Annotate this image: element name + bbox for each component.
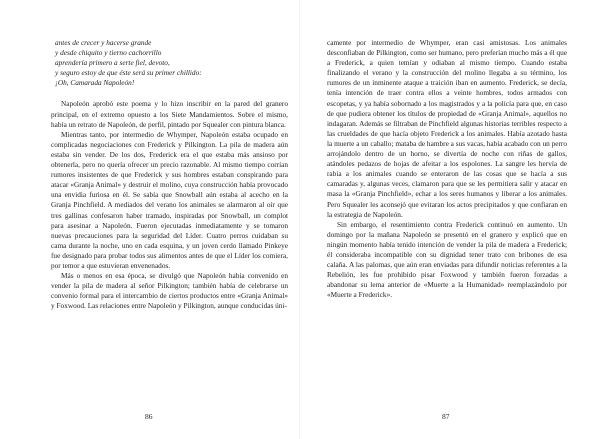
poem-line: y seguro estoy de que éste será su primer chillido: [55, 68, 202, 78]
right-text-column [327, 38, 567, 300]
paragraph: Napoleón aprobó este poema y lo hizo inscribir en la pared del granero principal, en el extremo opuesto a los Siete Mandamientos. Sobre el mismo, había un retrato de Napoleón, de perfil, pintado por Squealer con pintura blanca. [51, 99, 288, 129]
poem-line: antes de crecer y hacerse grande [55, 38, 152, 47]
paragraph: Más o menos en esa época, se divulgó que Napoleón había convenido en vender la pila de madera al señor Pilkington; también había de celebrarse un convenio formal para el intercambio de ciertos productos entre «Granja Animal» y Foxwood. Las relaciones entre Napoleón y Pilkington, aunque conducidas úni- [51, 271, 288, 311]
poem-stanza [55, 38, 288, 88]
poem-line: aprendería primero a serte fiel, devoto, [55, 58, 170, 68]
poem-line: ¡Oh, Camarada Napoleón! [55, 78, 135, 88]
poem-line: y desde chiquito y tierno cachorrillo [55, 48, 162, 58]
left-text-column [51, 38, 288, 311]
page-number: 87 [442, 412, 450, 421]
paragraph: camente por intermedio de Whymper, eran casi amistosas. Los animales desconfiaban de Pilkington, como ser humano, pero preferían mucho más a él que a Frederick, a quien temían y odiaban al mismo tiempo. Cuando estaba finalizando el verano y la construcción del molino llegaba a su término, los rumores de un inminente ataque a traición iban en aumento. Frederick, se decía, tenía intención de traer contra ellos a veinte hombres, todos armados con escopetas, y ya había sobornado a los magistrados y a la policía para que, en caso de que pudiera obtener los títulos de propiedad de «Granja Animal», aquellos no indagaran. Además se filtraban de Pinchfield algunas historias terribles respecto a las crueldades de que hacía objeto Frederick a los animales. Había azotado hasta la muerte a un caballo; mataba de hambre a sus vacas, había acabado con un perro arrojándolo dentro de un horno, se divertía de noche con riñas de gallos, atándoles pedazos de hojas de afeitar a los espolones. La sangre les hervía de rabia a los animales cuando se enteraron de las cosas que se hacía a sus camaradas y, algunas veces, clamaron para que se les permitiera salir y atacar en masa la «Granja Pinchfield», echar a los seres humanos y liberar a los animales. Pero Squealer les aconsejó que evitaran los actos precipitados y que confiaran en la estrategia de Napoleón. [327, 38, 567, 219]
paragraph: Mientras tanto, por intermedio de Whymper, Napoleón estaba ocupado en complicadas negociaciones con Frederick y Pilkington. La pila de madera aún estaba sin vender. De los dos, Frederick era el que estaba más ansioso por obtenerla, pero no quería ofrecer un precio razonable. Al mismo tiempo corrían rumores insistentes de que Frederick y sus hombres estaban conspirando para atacar «Granja Animal» y destruir el molino, cuya construcción había provocado una envidia furiosa en él. Se sabía que Snowball aún estaba al acecho en la Granja Pinchfield. A mediados del verano los animales se alarmaron al oír que tres gallinas confesaron haber tramado, inspiradas por Snowball, un complot para asesinar a Napoleón. Fueron ejecutadas inmediatamente y se tomaron nuevas precauciones para la seguridad del Líder. Cuatro perros cuidaban su cama durante la noche, uno en cada esquina, y un joven cerdo llamado Pinkeye fue designado para probar todos sus alimentos antes de que el Líder los comiera, por temor a que estuvieran envenenados. [51, 129, 288, 270]
paragraph: Sin embargo, el resentimiento contra Frederick continuó en aumento. Un domingo por la mañana Napoleón se presentó en el granero y explicó que en ningún momento había tenido intención de vender la pila de madera a Frederick; él consideraba incompatible con su dignidad tener trato con bribones de esa calaña. A las palomas, que aún eran enviadas para difundir noticias referentes a la Rebelión, les fue prohibido pisar Foxwood y también fueron forzadas a abandonar su lema anterior de «Muerte a la Humanidad» reemplazándolo por «Muerte a Frederick». [327, 219, 567, 300]
right-page [300, 0, 600, 439]
page-number: 86 [145, 412, 153, 421]
